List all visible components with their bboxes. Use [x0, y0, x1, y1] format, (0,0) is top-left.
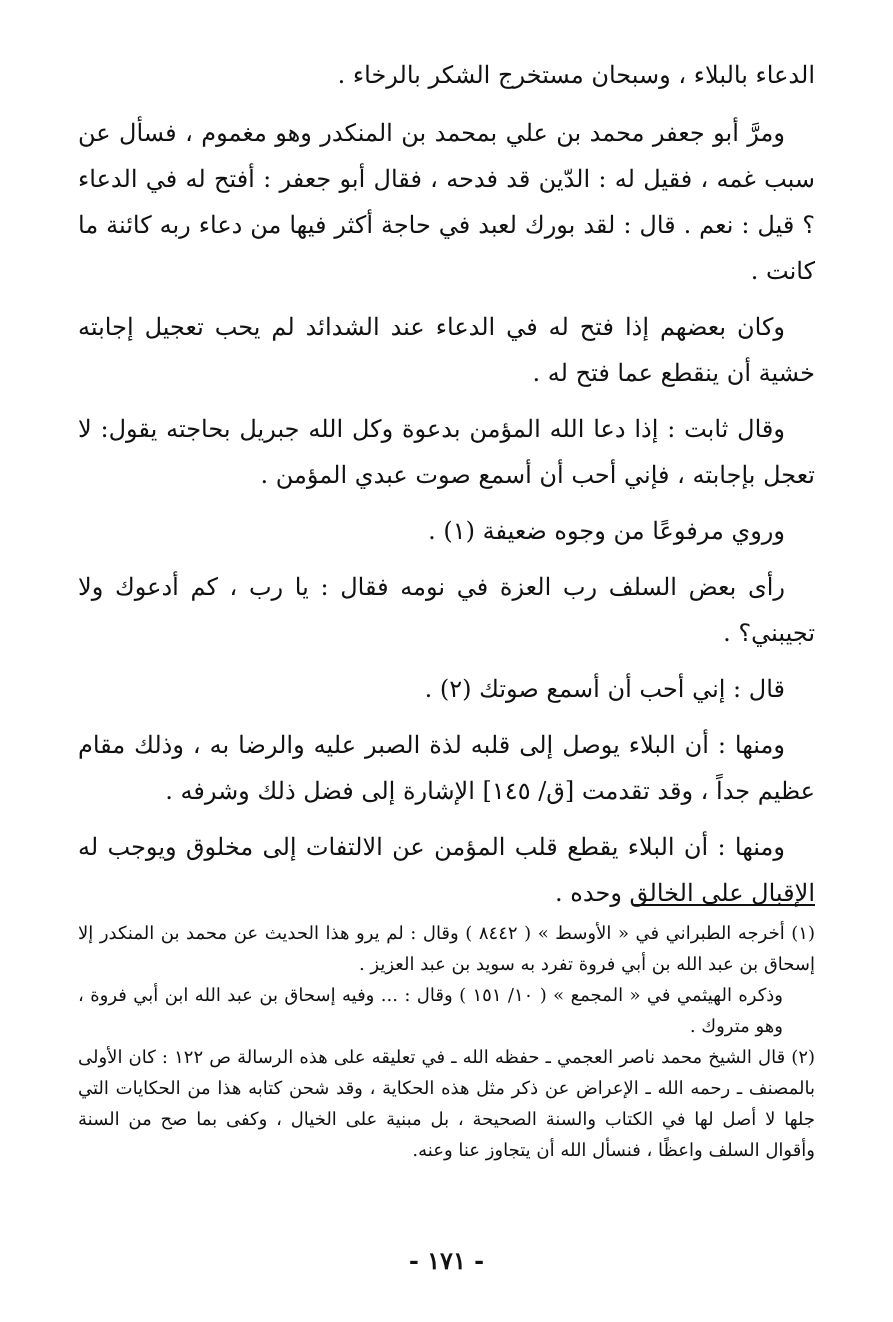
- paragraph-8: ومنها : أن البلاء يوصل إلى قلبه لذة الصبر عليه والرضا به ، وذلك مقام عظيم جداً ، وقد تقدمت [ق/ ١٤٥] الإشارة إلى فضل ذلك وشرفه .: [78, 731, 815, 805]
- footnote-2: (٢) قال الشيخ محمد ناصر العجمي ـ حفظه الله ـ في تعليقه على هذه الرسالة ص ١٢٢ : كان الأولى بالمصنف ـ رحمه الله ـ الإعراض عن ذكر مثل هذه الحكاية ، وقد شحن كتابه هذا من الحكايات التي جلها لا أصل لها في الكتاب والسنة الصحيحة ، بل مبنية على الخيال ، وكفى بما صح من السنة وأقوال السلف واعظًا ، فنسأل الله أن يتجاوز عنا وعنه.: [78, 1047, 816, 1161]
- footnote-1-continuation: وذكره الهيثمي في « المجمع » ( ١٠/ ١٥١ ) وقال : ... وفيه إسحاق بن عبد الله ابن أبي فروة ، وهو متروك .: [78, 985, 783, 1037]
- footnotes: [78, 918, 815, 1166]
- paragraph-1: الدعاء بالبلاء ، وسبحان مستخرج الشكر بالرخاء .: [337, 61, 815, 89]
- paragraph-5: وروي مرفوعًا من وجوه ضعيفة (١) .: [428, 517, 785, 545]
- paragraph-9: ومنها : أن البلاء يقطع قلب المؤمن عن الالتفات إلى مخلوق ويوجب له الإقبال على الخالق وحده .: [78, 833, 815, 907]
- footnote-1: (١) أخرجه الطبراني في « الأوسط » ( ٨٤٤٢ ) وقال : لم يرو هذا الحديث عن محمد بن المنكدر إلا إسحاق بن عبد الله بن أبي فروة تفرد به سويد بن عبد العزيز .: [78, 923, 815, 975]
- paragraph-7: قال : إني أحب أن أسمع صوتك (٢) .: [424, 675, 785, 703]
- paragraph-3: وكان بعضهم إذا فتح له في الدعاء عند الشدائد لم يحب تعجيل إجابته خشية أن ينقطع عما فتح له .: [78, 313, 815, 387]
- footnote-separator: [633, 904, 815, 906]
- main-text: [78, 52, 815, 926]
- page-number: - ١٧١ -: [408, 1246, 485, 1275]
- paragraph-6: رأى بعض السلف رب العزة في نومه فقال : يا رب ، كم أدعوك ولا تجيبني؟ .: [78, 573, 815, 647]
- paragraph-4: وقال ثابت : إذا دعا الله المؤمن بدعوة وكل الله جبريل بحاجته يقول: لا تعجل بإجابته ، فإني أحب أن أسمع صوت عبدي المؤمن .: [78, 415, 815, 489]
- paragraph-2: ومرَّ أبو جعفر محمد بن علي بمحمد بن المنكدر وهو مغموم ، فسأل عن سبب غمه ، فقيل له : الدّين قد فدحه ، فقال أبو جعفر : أفتح له في الدعاء ؟ قيل : نعم . قال : لقد بورك لعبد في حاجة أكثر فيها من دعاء ربه كائنة ما كانت .: [78, 119, 815, 285]
- book-page: [78, 0, 815, 1322]
